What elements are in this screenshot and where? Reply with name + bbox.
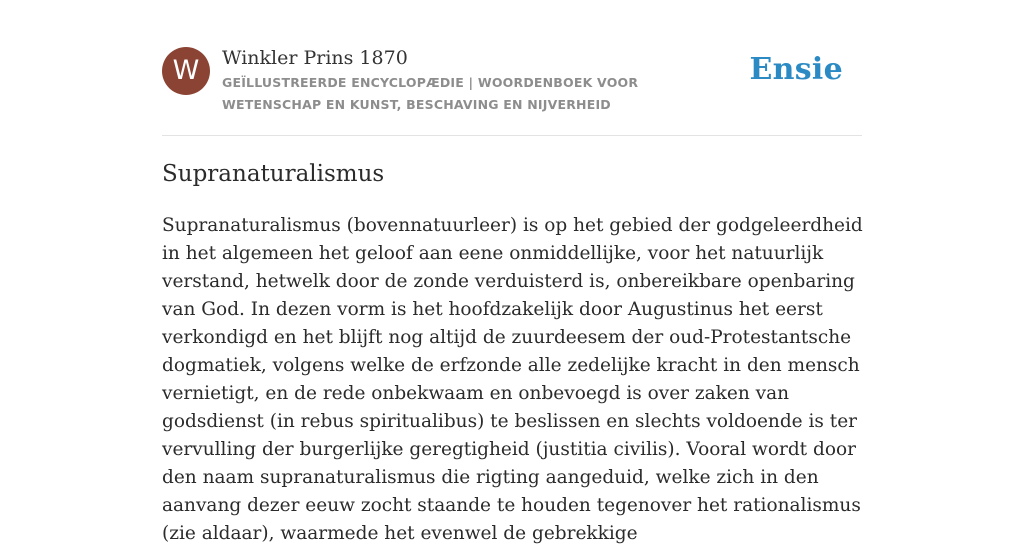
article-title: Supranaturalismus	[162, 161, 385, 187]
source-subtitle: GEÏLLUSTREERDE ENCYCLOPÆDIE | WOORDENBOEK VOOR WETENSCHAP EN KUNST, BESCHAVING EN NIJVERHEID	[222, 75, 639, 112]
header-divider	[162, 135, 862, 136]
source-avatar[interactable]: W	[162, 47, 210, 95]
source-header	[162, 46, 862, 136]
source-title[interactable]: Winkler Prins 1870	[222, 47, 408, 69]
ensie-logo[interactable]: Ensie	[749, 52, 843, 87]
article-body: Supranaturalismus (bovennatuurleer) is op het gebied der godgeleerdheid in het algemeen het geloof aan eene onmiddellijke, voor het natuurlijk verstand, hetwelk door de zonde verduisterd is, onbereikbare openbaring van God. In dezen vorm is het hoofdzakelijk door Augustinus het eerst verkondigd en het blijft nog altijd de zuurdeesem der oud-Protestantsche dogmatiek, volgens welke de erfzonde alle zedelijke kracht in den mensch vernietigt, en de rede onbekwaam en onbevoegd is over zaken van godsdienst (in rebus spiritualibus) te beslissen en slechts voldoende is ter vervulling der burgerlijke geregtigheid (justitia civilis). Vooral wordt door den naam supranaturalismus die rigting aangeduid, welke zich in den aanvang dezer eeuw zocht staande te houden tegenover het rationalismus (zie aldaar), waarmede het evenwel de gebrekkige	[162, 215, 863, 544]
